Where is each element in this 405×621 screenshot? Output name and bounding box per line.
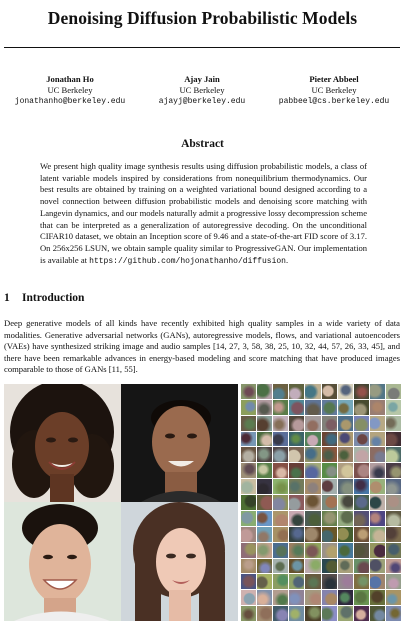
cifar-sample-tile: [354, 511, 369, 526]
cifar-sample-tile: [289, 495, 304, 510]
cifar-sample-tile: [322, 543, 337, 558]
cifar-sample-tile: [241, 606, 256, 621]
cifar-sample-tile: [273, 574, 288, 589]
cifar10-samples-grid: [241, 384, 401, 621]
cifar-sample-tile: [354, 559, 369, 574]
face-sample-woman-curly-hair: [4, 384, 121, 502]
cifar-sample-tile: [241, 527, 256, 542]
cifar-sample-tile: [338, 479, 353, 494]
cifar-sample-tile: [289, 559, 304, 574]
cifar-sample-tile: [257, 559, 272, 574]
cifar-sample-tile: [354, 574, 369, 589]
face-sample-man-smiling: [4, 502, 121, 621]
cifar-sample-tile: [322, 574, 337, 589]
cifar-sample-tile: [305, 432, 320, 447]
cifar-sample-tile: [257, 400, 272, 415]
cifar-sample-tile: [386, 384, 401, 399]
cifar-sample-tile: [338, 527, 353, 542]
abstract-text: We present high quality image synthesis results using diffusion probabilistic models, a class of latent variable models inspired by considerations from nonequilibrium thermodynamics. Our best results are obtained by training on a weighted variational bound designed according to a novel connection between diffusion probabilistic models and denoising score matching with Langevin dynamics, and our models naturally admit a progressive lossy decompression scheme that can be interpreted as a generalization of autoregressive decoding. On the unconditional CIFAR10 dataset, we obtain an Inception score of 9.46 and a state-of-the-art FID score of 3.17. On 256x256 LSUN, we obtain sample quality similar to ProgressiveGAN. Our implementation is available at: [40, 161, 367, 265]
cifar-sample-tile: [241, 416, 256, 431]
cifar-sample-tile: [257, 574, 272, 589]
cifar-sample-tile: [370, 606, 385, 621]
cifar-sample-tile: [305, 479, 320, 494]
cifar-sample-tile: [338, 574, 353, 589]
author-affiliation: UC Berkeley: [311, 85, 357, 95]
cifar-sample-tile: [241, 511, 256, 526]
cifar-sample-tile: [289, 432, 304, 447]
cifar-sample-tile: [289, 479, 304, 494]
cifar-sample-tile: [386, 479, 401, 494]
cifar-sample-tile: [289, 543, 304, 558]
cifar-sample-tile: [257, 479, 272, 494]
cifar-sample-tile: [338, 400, 353, 415]
section-number: 1: [4, 292, 10, 304]
cifar-sample-tile: [305, 400, 320, 415]
cifar-sample-tile: [386, 495, 401, 510]
cifar-sample-tile: [386, 400, 401, 415]
cifar-sample-tile: [354, 463, 369, 478]
author-name: Ajay Jain: [184, 74, 220, 84]
cifar-sample-tile: [338, 463, 353, 478]
title-rule: [4, 47, 400, 48]
cifar-sample-tile: [322, 447, 337, 462]
cifar-sample-tile: [338, 416, 353, 431]
face-sample-woman-long-hair: [121, 502, 238, 621]
cifar-sample-tile: [338, 384, 353, 399]
cifar-sample-tile: [322, 479, 337, 494]
cifar-sample-tile: [370, 479, 385, 494]
cifar-sample-tile: [273, 447, 288, 462]
cifar-sample-tile: [257, 590, 272, 605]
cifar-sample-tile: [241, 400, 256, 415]
cifar-sample-tile: [386, 463, 401, 478]
cifar-sample-tile: [370, 416, 385, 431]
cifar-sample-tile: [241, 432, 256, 447]
cifar-sample-tile: [289, 463, 304, 478]
cifar-sample-tile: [354, 384, 369, 399]
cifar-sample-tile: [386, 590, 401, 605]
cifar-sample-tile: [305, 527, 320, 542]
cifar-sample-tile: [354, 400, 369, 415]
author-email[interactable]: pabbeel@cs.berkeley.edu: [278, 97, 390, 106]
abstract-heading: Abstract: [181, 138, 224, 150]
cifar-sample-tile: [273, 384, 288, 399]
cifar-sample-tile: [386, 432, 401, 447]
author-block: [4, 74, 400, 114]
cifar-sample-tile: [305, 416, 320, 431]
cifar-sample-tile: [322, 432, 337, 447]
cifar-sample-tile: [289, 590, 304, 605]
cifar-sample-tile: [386, 447, 401, 462]
cifar-sample-tile: [338, 590, 353, 605]
cifar-sample-tile: [386, 416, 401, 431]
cifar-sample-tile: [370, 559, 385, 574]
cifar-sample-tile: [338, 559, 353, 574]
cifar-sample-tile: [273, 400, 288, 415]
cifar-sample-tile: [241, 447, 256, 462]
cifar-sample-tile: [354, 590, 369, 605]
cifar-sample-tile: [257, 432, 272, 447]
abstract-end: .: [285, 254, 289, 265]
cifar-sample-tile: [322, 400, 337, 415]
cifar-sample-tile: [354, 495, 369, 510]
cifar-sample-tile: [322, 495, 337, 510]
cifar-sample-tile: [338, 543, 353, 558]
cifar-sample-tile: [289, 384, 304, 399]
cifar-sample-tile: [354, 606, 369, 621]
cifar-sample-tile: [322, 606, 337, 621]
cifar-sample-tile: [289, 416, 304, 431]
cifar-sample-tile: [386, 511, 401, 526]
cifar-sample-tile: [370, 432, 385, 447]
cifar-sample-tile: [322, 384, 337, 399]
author-1: [4, 74, 136, 107]
cifar-sample-tile: [305, 511, 320, 526]
cifar-sample-tile: [305, 574, 320, 589]
cifar-sample-tile: [273, 511, 288, 526]
cifar-sample-tile: [257, 527, 272, 542]
cifar-sample-tile: [386, 574, 401, 589]
abstract-body: [40, 161, 367, 267]
cifar-sample-tile: [386, 559, 401, 574]
author-name: Pieter Abbeel: [309, 74, 359, 84]
cifar-sample-tile: [305, 384, 320, 399]
cifar-sample-tile: [305, 463, 320, 478]
cifar-sample-tile: [257, 495, 272, 510]
cifar-sample-tile: [338, 495, 353, 510]
cifar-sample-tile: [289, 574, 304, 589]
cifar-sample-tile: [257, 511, 272, 526]
cifar-sample-tile: [338, 447, 353, 462]
cifar-sample-tile: [322, 511, 337, 526]
cifar-sample-tile: [338, 432, 353, 447]
section-heading: [4, 292, 84, 304]
cifar-sample-tile: [322, 416, 337, 431]
cifar-sample-tile: [386, 527, 401, 542]
intro-paragraph: Deep generative models of all kinds have recently exhibited high quality samples in a wide variety of data modalities. Generative adversarial networks (GANs), autoregressive models, flows, and variational autoencoders (VAEs) have synthesized striking image and audio samples [14, 27, 3, 58, 38, 25, 10, 32, 44, 57, 26, 33, 45], and there have been remarkable advances in energy-based modeling and score matching that have produced images comparable to those of GANs [11, 55].: [4, 318, 400, 375]
cifar-sample-tile: [338, 606, 353, 621]
author-email[interactable]: ajayj@berkeley.edu: [158, 97, 246, 106]
cifar-sample-tile: [289, 606, 304, 621]
cifar-sample-tile: [289, 527, 304, 542]
cifar-sample-tile: [257, 463, 272, 478]
cifar-sample-tile: [241, 384, 256, 399]
cifar-sample-tile: [241, 574, 256, 589]
author-email[interactable]: jonathanho@berkeley.edu: [14, 97, 126, 106]
cifar-sample-tile: [354, 416, 369, 431]
cifar-sample-tile: [273, 432, 288, 447]
cifar-sample-tile: [386, 606, 401, 621]
cifar-sample-tile: [370, 447, 385, 462]
cifar-sample-tile: [241, 495, 256, 510]
cifar-sample-tile: [322, 590, 337, 605]
cifar-sample-tile: [370, 495, 385, 510]
cifar-sample-tile: [370, 511, 385, 526]
cifar-sample-tile: [370, 543, 385, 558]
cifar-sample-tile: [289, 447, 304, 462]
cifar-sample-tile: [273, 559, 288, 574]
cifar-sample-tile: [354, 447, 369, 462]
cifar-sample-tile: [257, 543, 272, 558]
cifar-sample-tile: [305, 447, 320, 462]
cifar-sample-tile: [273, 590, 288, 605]
cifar-sample-tile: [322, 463, 337, 478]
cifar-sample-tile: [322, 559, 337, 574]
cifar-sample-tile: [354, 543, 369, 558]
cifar-sample-tile: [273, 463, 288, 478]
cifar-sample-tile: [257, 416, 272, 431]
cifar-sample-tile: [386, 543, 401, 558]
face-samples-figure: [4, 384, 238, 621]
cifar-sample-tile: [370, 463, 385, 478]
cifar-sample-tile: [322, 527, 337, 542]
cifar-sample-tile: [370, 527, 385, 542]
cifar-sample-tile: [370, 574, 385, 589]
cifar-sample-tile: [273, 606, 288, 621]
cifar-sample-tile: [305, 606, 320, 621]
cifar-sample-tile: [257, 384, 272, 399]
author-2: [136, 74, 268, 107]
cifar-sample-tile: [305, 495, 320, 510]
cifar-sample-tile: [305, 559, 320, 574]
cifar-sample-tile: [241, 559, 256, 574]
cifar-sample-tile: [273, 495, 288, 510]
cifar-sample-tile: [354, 432, 369, 447]
cifar-sample-tile: [273, 416, 288, 431]
cifar-sample-tile: [289, 400, 304, 415]
cifar-sample-tile: [370, 590, 385, 605]
cifar-sample-tile: [241, 479, 256, 494]
cifar-sample-tile: [273, 479, 288, 494]
author-3: [268, 74, 400, 107]
cifar-sample-tile: [273, 527, 288, 542]
cifar-sample-tile: [241, 590, 256, 605]
paper-title: Denoising Diffusion Probabilistic Models: [47, 8, 358, 28]
cifar-sample-tile: [241, 543, 256, 558]
section-title: Introduction: [22, 292, 85, 304]
cifar-sample-tile: [338, 511, 353, 526]
cifar-sample-tile: [257, 447, 272, 462]
author-affiliation: UC Berkeley: [179, 85, 225, 95]
face-sample-man-short-hair: [121, 384, 238, 502]
code-link[interactable]: https://github.com/hojonathanho/diffusion: [89, 256, 286, 266]
cifar-sample-tile: [273, 543, 288, 558]
author-affiliation: UC Berkeley: [47, 85, 93, 95]
cifar-sample-tile: [370, 400, 385, 415]
cifar-sample-tile: [305, 543, 320, 558]
cifar-sample-tile: [305, 590, 320, 605]
cifar-sample-tile: [354, 479, 369, 494]
cifar-sample-tile: [354, 527, 369, 542]
cifar-sample-tile: [241, 463, 256, 478]
author-name: Jonathan Ho: [46, 74, 94, 84]
cifar-sample-tile: [370, 384, 385, 399]
cifar-sample-tile: [289, 511, 304, 526]
cifar-sample-tile: [257, 606, 272, 621]
